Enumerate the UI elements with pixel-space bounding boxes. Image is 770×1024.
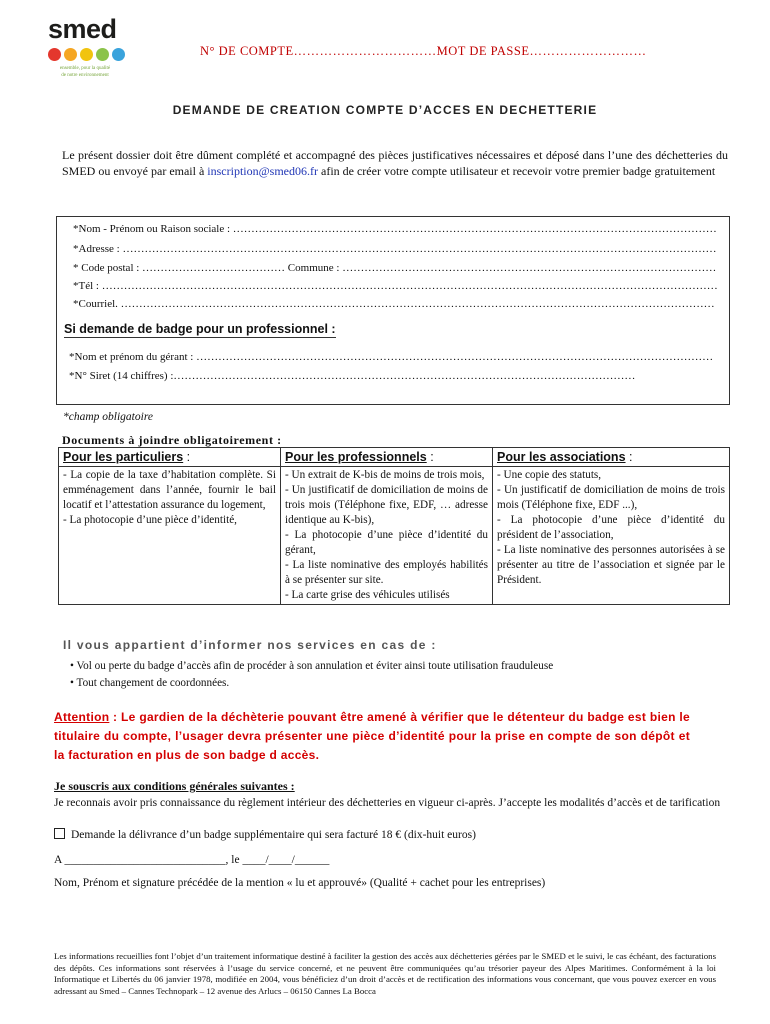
conditions-heading: Je souscris aux conditions générales suivantes : xyxy=(54,779,295,793)
phone-field[interactable]: *Tél : …………………………………………………………………………………………………………………………………………………… xyxy=(73,280,718,292)
account-password-line: N° DE COMPTE……………………………MOT DE PASSE……………………… xyxy=(200,44,647,58)
signature-line: Nom, Prénom et signature précédée de la mention « lu et approuvé» (Qualité + cachet pour les entreprises) xyxy=(54,877,546,889)
logo-dot-green xyxy=(96,48,109,61)
attention-word: Attention xyxy=(54,710,110,724)
place-date-line[interactable]: A ____________________________, le ____/____/______ xyxy=(54,854,330,866)
logo-dot-red xyxy=(48,48,61,61)
list-item: - Un extrait de K-bis de moins de trois mois, xyxy=(285,469,485,481)
list-item: - Un justificatif de domiciliation de moins de trois mois (Téléphone fixe, EDF, … adresse identique au K-bis), xyxy=(285,484,488,526)
list-item: - La photocopie d’une pièce d’identité du président de l’association, xyxy=(497,514,725,541)
particuliers-docs xyxy=(59,467,281,605)
logo-dot-orange xyxy=(64,48,77,61)
attention-notice xyxy=(54,708,690,765)
logo-tagline-1: ensemble, pour la qualité xyxy=(59,66,111,71)
inform-heading: Il vous appartient d’informer nos services en cas de : xyxy=(63,638,437,652)
associations-docs xyxy=(493,467,730,605)
siret-field[interactable]: *N° Siret (14 chiffres) :……………………………………………………………………………………………………………… xyxy=(69,370,636,382)
inform-bullet-lost-badge: • Vol ou perte du badge d’accès afin de procéder à son annulation et éviter ainsi toute utilisation frauduleuse xyxy=(70,660,554,672)
list-item: - Une copie des statuts, xyxy=(497,469,602,481)
pro-section-heading xyxy=(64,322,336,336)
logo-dot-yellow xyxy=(80,48,93,61)
required-field-note: *champ obligatoire xyxy=(63,411,153,423)
manager-name-field[interactable]: *Nom et prénom du gérant : …………………………………………………………………………………………………………………………… xyxy=(69,351,714,363)
address-field[interactable]: *Adresse : ……………………………………………………………………………………………………………………………………………… xyxy=(73,243,717,255)
list-item: - La liste nominative des employés habilités à se présenter sur site. xyxy=(285,559,488,586)
user-info-form xyxy=(56,216,730,405)
col-header-professionnels: Pour les professionnels : xyxy=(281,448,493,467)
logo-tagline-2: de notre environnement xyxy=(61,73,109,78)
documents-body-row xyxy=(59,467,730,605)
name-field[interactable]: *Nom - Prénom ou Raison sociale : …………………………………………………………………………………………………………………… xyxy=(73,223,717,235)
documents-heading: Documents à joindre obligatoirement : xyxy=(62,433,282,447)
intro-text-1: Le présent dossier doit être dûment complété et accompagné des pièces justificatives nécessaires et déposé dans l’une des déchetteries du SMED ou envoyé par email à xyxy=(62,148,728,178)
conditions-text: Je reconnais avoir pris connaissance du règlement intérieur des déchetteries en vigueur ci-après. J’accepte les modalités d’accès et de tarification xyxy=(54,797,721,809)
list-item: - La photocopie d’une pièce d’identité, xyxy=(63,514,237,526)
list-item: - La copie de la taxe d’habitation complète. Si emménagement dans l’année, fournir le bail locatif et l’attestation assurance du logement, xyxy=(63,469,276,511)
list-item: - La photocopie d’une pièce d’identité du gérant, xyxy=(285,529,488,556)
email-field[interactable]: *Courriel. ……………………………………………………………………………………………………………………………………………… xyxy=(73,298,715,310)
list-item: - Un justificatif de domiciliation de moins de trois mois (Téléphone fixe, EDF ...), xyxy=(497,484,725,511)
col-header-particuliers: Pour les particuliers : xyxy=(59,448,281,467)
professionnels-docs xyxy=(281,467,493,605)
col-header-associations: Pour les associations : xyxy=(493,448,730,467)
list-item: - La liste nominative des personnes autorisées à se présenter au titre de l’association et signée par le Président. xyxy=(497,544,725,586)
privacy-footer: Les informations recueillies font l’objet d’un traitement informatique destiné à faciliter la gestion des accès aux déchetteries gérées par le SMED et le suivi, le cas échéant, des facturations des dépôts. Ces informations sont réservées à l’usage du service concerné, et ne peuvent être communiquées qu’au trésorier payeur des Alpes Maritimes. Conformément à la loi Informatique et Libertés du 06 janvier 1978, modifiée en 2004, vous bénéficiez d’un droit d’accès et de rectification des informations vous concernant, que vous pouvez exercer en vous adressant au Smed – Cannes Technopark – 12 avenue des Arlucs – 06150 Cannes La Bocca xyxy=(54,951,716,996)
list-item: - La carte grise des véhicules utilisés xyxy=(285,589,450,601)
attention-text: : Le gardien de la déchèterie pouvant être amené à vérifier que le détenteur du badge est bien le titulaire du compte, l’usager devra présenter une pièce d’identité pour la prise en compte de son dépôt et la facturation en plus de son badge d accès. xyxy=(54,710,690,762)
pro-heading-text: Si demande de badge pour un professionnel xyxy=(64,322,328,336)
logo-wordmark: smed xyxy=(48,14,117,44)
pro-heading-suffix: : xyxy=(327,322,336,336)
extra-badge-option xyxy=(54,828,476,841)
intro-text-2: afin de créer votre compte utilisateur et recevoir votre premier badge gratuitement xyxy=(318,164,716,178)
extra-badge-checkbox[interactable] xyxy=(54,828,65,839)
extra-badge-label: Demande la délivrance d’un badge supplémentaire qui sera facturé 18 € (dix-huit euros) xyxy=(71,829,476,841)
documents-header-row xyxy=(59,448,730,467)
logo-dot-blue xyxy=(112,48,125,61)
documents-table xyxy=(58,447,730,605)
postal-commune-field[interactable]: * Code postal : ………………………………… Commune : ………………………………………………………………………………………… xyxy=(73,262,717,274)
smed-logo xyxy=(40,14,140,84)
page-title: DEMANDE DE CREATION COMPTE D’ACCES EN DECHETTERIE xyxy=(172,103,598,117)
intro-paragraph xyxy=(62,147,728,179)
email-link[interactable]: inscription@smed06.fr xyxy=(207,164,318,178)
inform-bullet-change: • Tout changement de coordonnées. xyxy=(70,677,230,689)
